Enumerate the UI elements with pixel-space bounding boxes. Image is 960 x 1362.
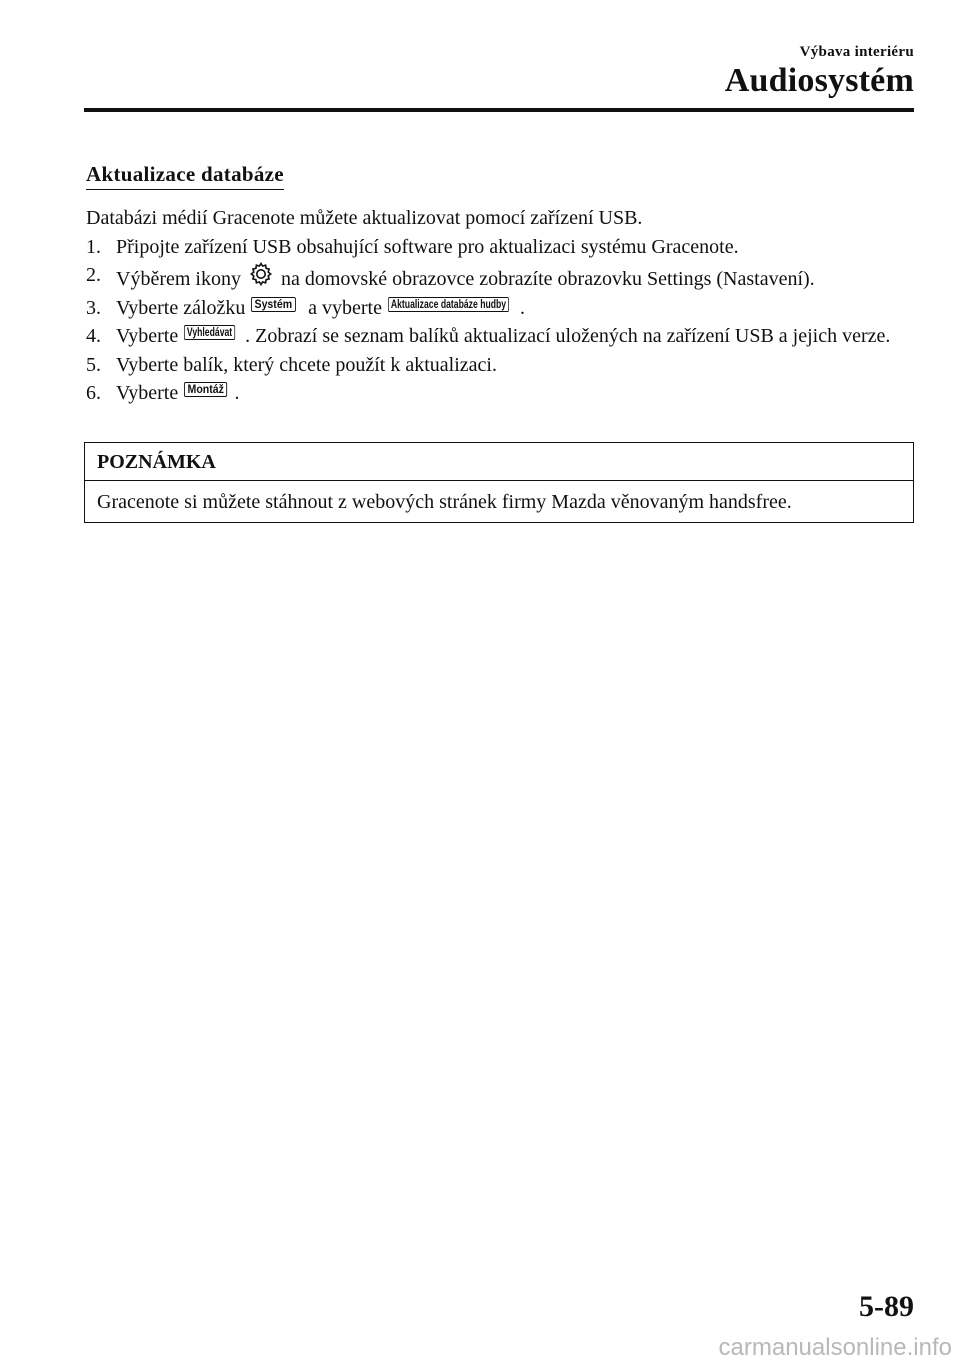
steps-list xyxy=(86,233,916,408)
step-text: Vyberte xyxy=(116,325,179,347)
step-text: . xyxy=(234,382,240,404)
body-text xyxy=(86,204,916,408)
step-text: Výběrem ikony xyxy=(116,268,241,290)
step-text: Vyberte záložku xyxy=(116,296,246,319)
section-header: Výbava interiéru xyxy=(799,44,914,60)
chapter-title: Audiosystém xyxy=(724,62,914,99)
step-text: . Zobrazí se seznam balíků aktualizací uložených na zařízení USB a jejich verze. xyxy=(245,325,891,347)
section-title: Aktualizace databáze xyxy=(86,162,284,190)
step-text: . xyxy=(520,296,525,319)
note-text: Gracenote si můžete stáhnout z webových stránek firmy Mazda věnovaným handsfree. xyxy=(97,491,792,513)
step-number: 3. xyxy=(86,296,101,319)
search-button: Vyhledávat xyxy=(184,325,235,340)
step-number: 4. xyxy=(86,325,101,347)
note-title: POZNÁMKA xyxy=(85,443,913,481)
header-rule xyxy=(84,108,914,112)
step-1 xyxy=(86,233,916,262)
step-3 xyxy=(86,294,916,323)
update-music-database-button: Aktualizace databáze hudby xyxy=(388,297,509,312)
install-button: Montáž xyxy=(184,382,227,397)
page-number: 5-89 xyxy=(859,1290,914,1323)
step-6 xyxy=(86,379,916,408)
settings-gear-icon xyxy=(248,261,274,287)
step-2 xyxy=(86,261,916,294)
step-number: 1. xyxy=(86,235,101,258)
step-number: 2. xyxy=(86,264,101,286)
step-text: Vyberte xyxy=(116,382,179,404)
step-number: 5. xyxy=(86,353,101,376)
step-5 xyxy=(86,351,916,380)
step-text: Vyberte balík, který chcete použít k aktualizaci. xyxy=(116,353,497,376)
step-text: a vyberte xyxy=(308,296,382,319)
step-text: na domovské obrazovce zobrazíte obrazovku Settings (Nastavení). xyxy=(280,268,815,290)
watermark: carmanualsonline.info xyxy=(718,1334,952,1361)
system-tab-button: Systém xyxy=(251,297,296,312)
note-box xyxy=(84,442,914,523)
step-text: Připojte zařízení USB obsahující software pro aktualizaci systému Gracenote. xyxy=(116,235,739,258)
intro-paragraph: Databázi médií Gracenote můžete aktualizovat pomocí zařízení USB. xyxy=(86,207,643,229)
step-4 xyxy=(86,322,916,351)
step-number: 6. xyxy=(86,382,101,404)
